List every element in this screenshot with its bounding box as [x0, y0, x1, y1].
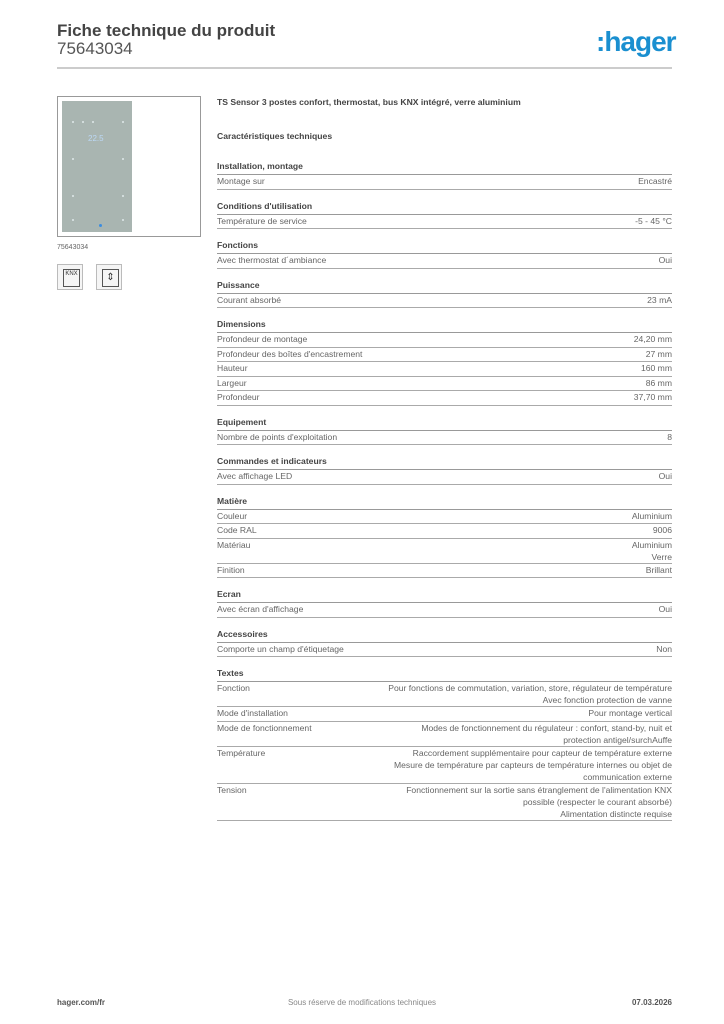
spec-value — [387, 784, 672, 820]
spec-section — [217, 628, 672, 658]
spec-value-line: Pour fonctions de commutation, variation, store, régulateur de température — [388, 683, 672, 693]
spec-row — [217, 539, 672, 564]
spec-label: Profondeur des boîtes d'encastrement — [217, 348, 363, 359]
section-title: Puissance — [217, 279, 672, 294]
spec-row — [217, 564, 672, 579]
section-title: Matière — [217, 495, 672, 510]
spec-value-line: 27 mm — [645, 348, 672, 359]
spec-label: Mode d'installation — [217, 708, 288, 718]
spec-section — [217, 279, 672, 309]
vertical-mount-symbol-icon: ⇕ — [96, 264, 122, 290]
spec-value-line: Modes de fonctionnement du régulateur : confort, stand-by, nuit et protection antigel/surchAuffe — [421, 722, 672, 745]
spec-row — [217, 747, 672, 784]
spec-section — [217, 200, 672, 230]
spec-value — [635, 215, 672, 229]
spec-row — [217, 784, 672, 821]
display-temperature: 22.5 — [88, 134, 104, 143]
spec-sections — [217, 160, 672, 821]
spec-section — [217, 239, 672, 269]
spec-row — [217, 603, 672, 618]
spec-value — [659, 603, 672, 617]
spec-value-line: Alimentation distincte requise — [560, 808, 672, 819]
spec-section — [217, 588, 672, 618]
spec-label: Comporte un champ d'étiquetage — [217, 643, 344, 654]
spec-value — [647, 294, 672, 308]
section-title: Dimensions — [217, 318, 672, 333]
spec-value-line: -5 - 45 °C — [635, 215, 672, 226]
spec-value-line: Oui — [658, 604, 672, 614]
spec-section — [217, 160, 672, 190]
spec-label: Nombre de points d'exploitation — [217, 431, 338, 442]
spec-row — [217, 175, 672, 190]
spec-value-line: Raccordement supplémentaire pour capteur de température externe — [412, 747, 672, 758]
spec-label: Profondeur — [217, 392, 260, 402]
spec-value — [646, 377, 672, 391]
spec-label: Courant absorbé — [217, 294, 282, 305]
spec-value-line: Mesure de température par capteurs de température internes ou objet de communication externe — [393, 759, 672, 782]
spec-row — [217, 524, 672, 539]
spec-row — [217, 333, 672, 348]
section-title: Commandes et indicateurs — [217, 455, 672, 470]
spec-value-line: 23 mA — [647, 294, 672, 305]
spec-row — [217, 643, 672, 658]
spec-label: Tension — [217, 784, 247, 795]
spec-section — [217, 416, 672, 446]
spec-row — [217, 254, 672, 269]
spec-row — [217, 215, 672, 230]
spec-value — [388, 682, 672, 706]
product-description: TS Sensor 3 postes confort, thermostat, bus KNX intégré, verre aluminium — [217, 97, 521, 107]
spec-value-line: Oui — [658, 471, 672, 481]
spec-label: Fonction — [217, 683, 250, 693]
spec-value-line: 160 mm — [640, 363, 672, 373]
spec-value-line: 24,20 mm — [633, 334, 672, 344]
header-divider — [57, 67, 672, 69]
page-title: Fiche technique du produit — [57, 21, 276, 40]
spec-value-line: Encastré — [638, 176, 672, 186]
spec-label: Code RAL — [217, 525, 257, 535]
spec-value — [646, 348, 672, 362]
spec-value — [632, 539, 672, 563]
footer-website[interactable]: hager.com/fr — [57, 998, 106, 1007]
spec-value-line: Avec fonction protection de vanne — [542, 695, 672, 705]
sensor-panel — [62, 101, 132, 232]
spec-value-line: Fonctionnement sur la sortie sans étranglement de l'alimentation KNX possible (respecter le courant absorbé) — [406, 784, 672, 807]
spec-label: Avec écran d'affichage — [217, 604, 304, 614]
section-title: Accessoires — [217, 628, 672, 643]
spec-label: Profondeur de montage — [217, 334, 308, 344]
spec-value — [667, 431, 672, 445]
section-title: Textes — [217, 667, 672, 682]
spec-content — [217, 96, 672, 831]
spec-value-line: Aluminium — [631, 510, 672, 521]
section-title: Conditions d'utilisation — [217, 200, 672, 215]
spec-value — [659, 254, 672, 268]
spec-value — [656, 643, 672, 657]
section-title: Fonctions — [217, 239, 672, 254]
spec-row — [217, 722, 672, 747]
hager-logo: :hager — [596, 26, 676, 57]
spec-value-line: 8 — [667, 431, 672, 442]
spec-row — [217, 510, 672, 525]
spec-label: Avec affichage LED — [217, 471, 293, 481]
footer-date: 07.03.2026 — [631, 998, 672, 1007]
spec-value — [634, 333, 672, 347]
spec-label: Mode de fonctionnement — [217, 722, 312, 733]
spec-value — [632, 510, 672, 524]
spec-value-line: Non — [656, 643, 672, 654]
spec-value — [634, 391, 672, 405]
spec-value-line: Pour montage vertical — [588, 708, 672, 718]
spec-value — [641, 362, 672, 376]
specs-heading: Caractéristiques techniques — [217, 131, 333, 141]
spec-section — [217, 455, 672, 485]
spec-row — [217, 377, 672, 392]
footer-disclaimer: Sous réserve de modifications techniques — [287, 998, 437, 1007]
led-indicator — [99, 224, 102, 227]
spec-label: Température — [217, 747, 266, 758]
spec-value-line: 9006 — [652, 525, 672, 535]
section-title: Equipement — [217, 416, 672, 431]
spec-row — [217, 707, 672, 722]
product-image — [57, 96, 201, 237]
spec-label: Largeur — [217, 377, 247, 388]
spec-row — [217, 682, 672, 707]
section-title: Installation, montage — [217, 160, 672, 175]
spec-label: Avec thermostat d´ambiance — [217, 255, 327, 265]
section-title: Ecran — [217, 588, 672, 603]
spec-row — [217, 391, 672, 406]
spec-section — [217, 495, 672, 579]
spec-value — [653, 524, 672, 538]
spec-row — [217, 431, 672, 446]
product-code: 75643034 — [57, 39, 133, 58]
spec-label: Couleur — [217, 510, 248, 521]
image-caption: 75643034 — [57, 244, 89, 251]
spec-value — [659, 470, 672, 484]
spec-value-line: 86 mm — [645, 377, 672, 388]
spec-value-line: Verre — [651, 551, 672, 562]
spec-value-line: Oui — [658, 255, 672, 265]
spec-value — [387, 722, 672, 746]
spec-row — [217, 294, 672, 309]
spec-row — [217, 470, 672, 485]
spec-label: Montage sur — [217, 176, 265, 186]
spec-value — [387, 747, 672, 783]
spec-row — [217, 362, 672, 377]
spec-label: Température de service — [217, 215, 307, 226]
spec-section — [217, 667, 672, 821]
spec-value — [646, 564, 672, 578]
spec-value-line: Aluminium — [631, 539, 672, 550]
spec-value-line: 37,70 mm — [633, 392, 672, 402]
spec-label: Finition — [217, 564, 245, 575]
spec-section — [217, 318, 672, 406]
knx-symbol-icon: KNX — [57, 264, 83, 290]
spec-row — [217, 348, 672, 363]
spec-value-line: Brillant — [645, 564, 672, 575]
spec-value — [638, 175, 672, 189]
spec-label: Hauteur — [217, 363, 248, 373]
spec-label: Matériau — [217, 539, 251, 550]
spec-value — [588, 707, 672, 721]
